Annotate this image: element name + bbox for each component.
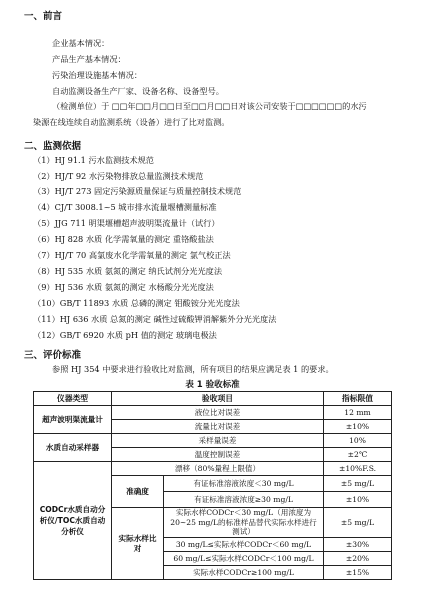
reference-item: （8）HJ 535 水质 氨氮的测定 纳氏试剂分光光度法	[33, 266, 223, 276]
table-cell: ±10%	[324, 420, 392, 434]
table-cell: 实际水样CODCr＜30 mg/L（用浓度为20~25 mg/L的标准样品替代实际水样进行测试）	[164, 508, 324, 538]
table-row	[34, 406, 392, 420]
sub-type-cell: 准确度	[112, 476, 164, 508]
reference-item: （2）HJ/T 92 水污染物排放总量监测技术规范	[33, 171, 204, 181]
criteria-paragraph: 参照 HJ 354 中要求进行验收比对监测，所有项目的结果应满足表 1 的要求。	[52, 364, 334, 374]
table-cell: ±5 mg/L	[324, 476, 392, 492]
preface-line: 自动监测设备生产厂家、设备名称、设备型号。	[52, 86, 224, 96]
section-heading-criteria: 三、评价标准	[24, 350, 82, 361]
table-header-cell: 仪器类型	[34, 392, 112, 406]
table-header-row	[34, 392, 392, 406]
reference-item: （11）HJ 636 水质 总氮的测定 碱性过硫酸钾消解紫外分光光度法	[33, 314, 277, 324]
preface-line: 产品生产基本情况：	[52, 54, 126, 64]
preface-line: 污染治理设施基本情况：	[52, 70, 143, 80]
table-header-cell: 验收项目	[112, 392, 324, 406]
table-cell: 有证标准溶液浓度≥30 mg/L	[164, 492, 324, 508]
section-heading-preface: 一、前言	[24, 11, 63, 22]
preface-paragraph-line: （检测单位）于 □□年□□月□□日至□□月□□日对该公司安装于□□□□□□的水污	[52, 101, 367, 111]
instrument-type-cell: 水质自动采样器	[34, 434, 112, 462]
table-cell: 30 mg/L≤实际水样CODCr＜60 mg/L	[164, 538, 324, 552]
reference-item: （3）HJ/T 273 固定污染源质量保证与质量控制技术规范	[33, 186, 242, 196]
reference-item: （7）HJ/T 70 高氯废水化学需氧量的测定 氯气校正法	[33, 250, 231, 260]
table-cell: 采样量误差	[112, 434, 324, 448]
reference-item: （12）GB/T 6920 水质 pH 值的测定 玻璃电极法	[33, 330, 217, 340]
instrument-type-cell: CODCr水质自动分析仪/TOC水质自动分析仪	[34, 462, 112, 580]
table-row	[34, 434, 392, 448]
table-cell: 10%	[324, 434, 392, 448]
table-cell: 温度控制误差	[112, 448, 324, 462]
reference-item: （4）CJ/T 3008.1~5 城市排水流量堰槽测量标准	[33, 202, 217, 212]
table-cell: ±2℃	[324, 448, 392, 462]
table-cell: ±15%	[324, 566, 392, 580]
table-row	[34, 462, 392, 476]
section-heading-basis: 二、监测依据	[24, 141, 82, 152]
table-cell: 流量比对误差	[112, 420, 324, 434]
table-cell: ±10%F.S.	[324, 462, 392, 476]
preface-paragraph-line: 染源在线连续自动监测系统（设备）进行了比对监测。	[33, 117, 230, 127]
reference-item: （5）JJG 711 明渠堰槽超声波明渠流量计（试行）	[33, 218, 220, 228]
preface-line: 企业基本情况：	[52, 38, 110, 48]
table-cell: ±5 mg/L	[324, 508, 392, 538]
table-cell: 漂移（80%量程上限值）	[112, 462, 324, 476]
table-header-cell: 指标限值	[324, 392, 392, 406]
reference-item: （9）HJ 536 水质 氨氮的测定 水杨酸分光光度法	[33, 282, 214, 292]
table-cell: 实际水样CODCr≥100 mg/L	[164, 566, 324, 580]
reference-item: （6）HJ 828 水质 化学需氧量的测定 重铬酸盐法	[33, 234, 214, 244]
table-cell: ±30%	[324, 538, 392, 552]
table-cell: ±20%	[324, 552, 392, 566]
table-cell: ±10%	[324, 492, 392, 508]
instrument-type-cell: 超声波明渠流量计	[34, 406, 112, 434]
table-cell: 12 mm	[324, 406, 392, 420]
table-cell: 有证标准溶液浓度＜30 mg/L	[164, 476, 324, 492]
reference-item: （10）GB/T 11893 水质 总磷的测定 钼酸铵分光光度法	[33, 298, 240, 308]
table-cell: 液位比对误差	[112, 406, 324, 420]
table-cell: 60 mg/L≤实际水样CODCr＜100 mg/L	[164, 552, 324, 566]
acceptance-criteria-table	[33, 391, 392, 580]
sub-type-cell: 实际水样比对	[112, 508, 164, 580]
reference-item: （1）HJ 91.1 污水监测技术规范	[33, 155, 154, 165]
table-caption: 表 1 验收标准	[185, 380, 240, 390]
